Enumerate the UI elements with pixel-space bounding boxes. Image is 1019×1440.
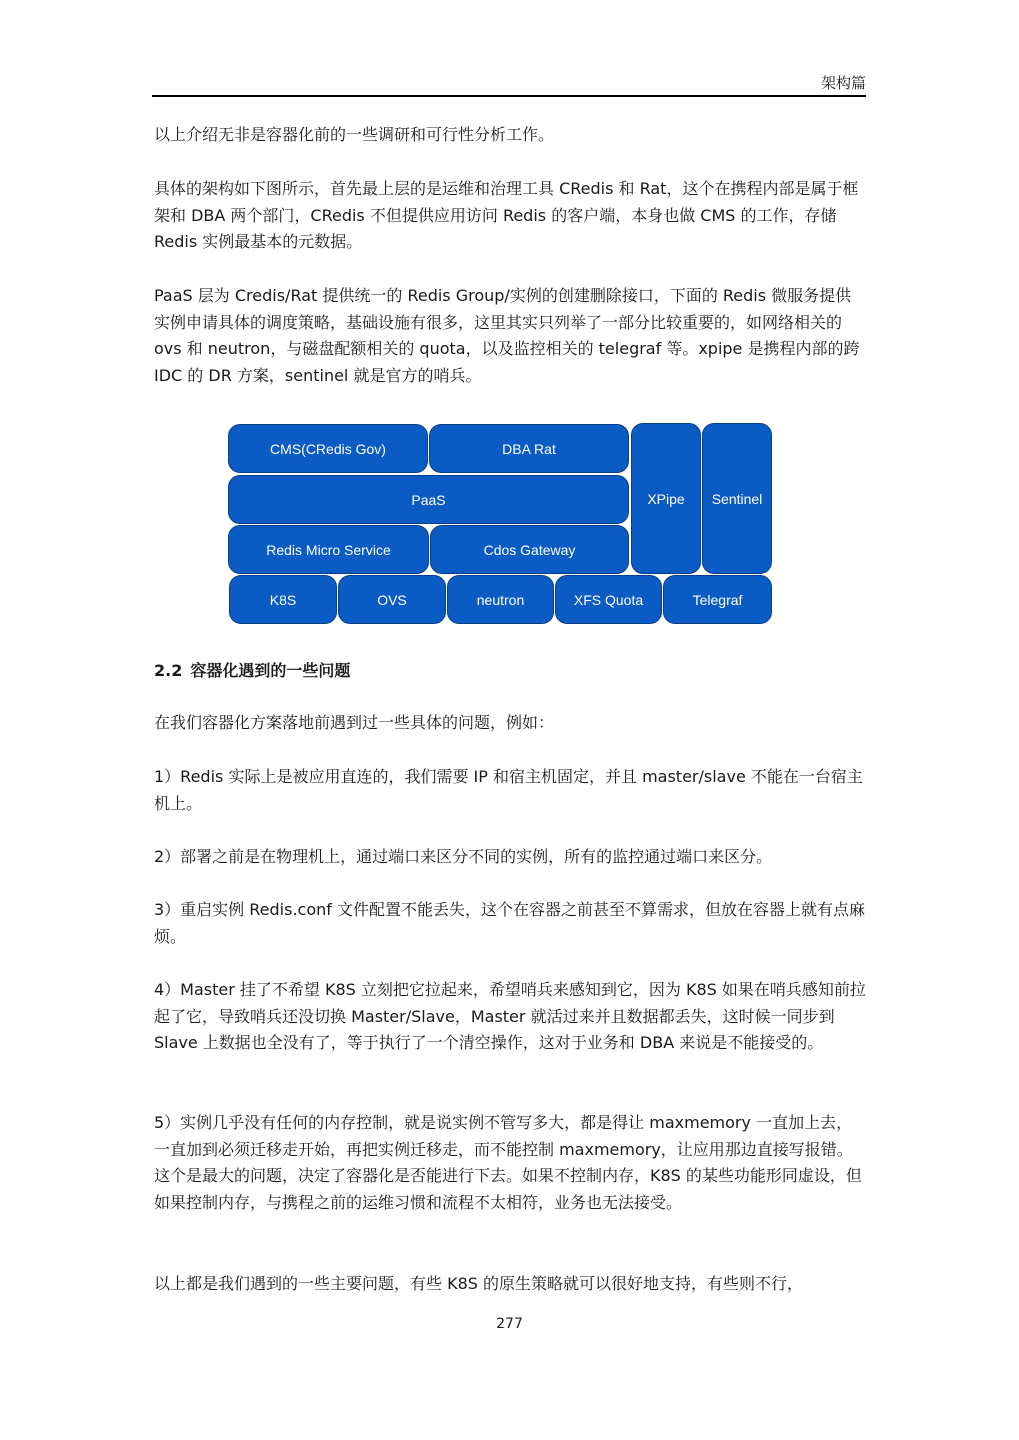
box-paas: PaaS: [228, 475, 629, 524]
box-neutron: neutron: [447, 575, 554, 624]
header-rule: [152, 95, 866, 97]
box-cms: CMS(CRedis Gov): [228, 424, 428, 473]
box-telegraf: Telegraf: [663, 575, 772, 624]
box-dba-rat: DBA Rat: [429, 424, 629, 473]
section-heading: [154, 658, 350, 681]
problem-item-1: 1）Redis 实际上是被应用直连的，我们需要 IP 和宿主机固定，并且 master/slave 不能在一台宿主机上。: [154, 767, 863, 813]
problem-item-3: 3）重启实例 Redis.conf 文件配置不能丢失，这个在容器之前甚至不算需求，但放在容器上就有点麻烦。: [154, 900, 865, 946]
box-xfs-quota: XFS Quota: [555, 575, 662, 624]
summary-paragraph: 以上都是我们遇到的一些主要问题，有些 K8S 的原生策略就可以很好地支持，有些则不行，: [154, 1274, 804, 1293]
box-ovs: OVS: [338, 575, 446, 624]
box-k8s: K8S: [229, 575, 337, 624]
page-number: 277: [496, 1316, 523, 1332]
problem-item-4: 4）Master 挂了不希望 K8S 立刻把它拉起来，希望哨兵来感知到它，因为 K8S 如果在哨兵感知前拉起了它，导致哨兵还没切换 Master/Slave，Master 就活过来并且数据都丢失，这时候一同步到 Slave 上数据也全没有了，等于执行了一个清空操作，这对于业务和 DBA 来说是不能接受的。: [154, 980, 866, 1052]
box-xpipe: XPipe: [631, 423, 701, 574]
section-number: 2.2: [154, 661, 183, 680]
intro-paragraph: 以上介绍无非是容器化前的一些调研和可行性分析工作。: [154, 125, 555, 144]
box-sentinel: Sentinel: [702, 423, 772, 574]
section-title: 容器化遇到的一些问题: [190, 661, 351, 680]
box-redis-micro-service: Redis Micro Service: [228, 525, 429, 574]
problem-item-2: 2）部署之前是在物理机上，通过端口来区分不同的实例，所有的监控通过端口来区分。: [154, 847, 773, 866]
problem-item-5: 5）实例几乎没有任何的内存控制，就是说实例不管写多大，都是得让 maxmemory 一直加上去，一直加到必须迁移走开始，再把实例迁移走，而不能控制 maxmemory，让应用那边直接写报错。这个是最大的问题，决定了容器化是否能进行下去。如果不控制内存，K8S 的某些功能形同虚设，但如果控制内存，与携程之前的运维习惯和流程不太相符，业务也无法接受。: [154, 1113, 862, 1212]
page-header-label: 架构篇: [820, 74, 866, 92]
architecture-paragraph: 具体的架构如下图所示，首先最上层的是运维和治理工具 CRedis 和 Rat，这个在携程内部是属于框架和 DBA 两个部门，CRedis 不但提供应用访问 Redis 的客户端，本身也做 CMS 的工作，存储 Redis 实例最基本的元数据。: [154, 179, 859, 251]
paas-paragraph: PaaS 层为 Credis/Rat 提供统一的 Redis Group/实例的创建删除接口，下面的 Redis 微服务提供实例申请具体的调度策略，基础设施有很多，这里其实只列举了一部分比较重要的，如网络相关的 ovs 和 neutron，与磁盘配额相关的 quota，以及监控相关的 telegraf 等。xpipe 是携程内部的跨 IDC 的 DR 方案，sentinel 就是官方的哨兵。: [154, 286, 860, 385]
box-cdos-gateway: Cdos Gateway: [430, 525, 629, 574]
problems-intro: 在我们容器化方案落地前遇到过一些具体的问题，例如：: [154, 713, 555, 732]
